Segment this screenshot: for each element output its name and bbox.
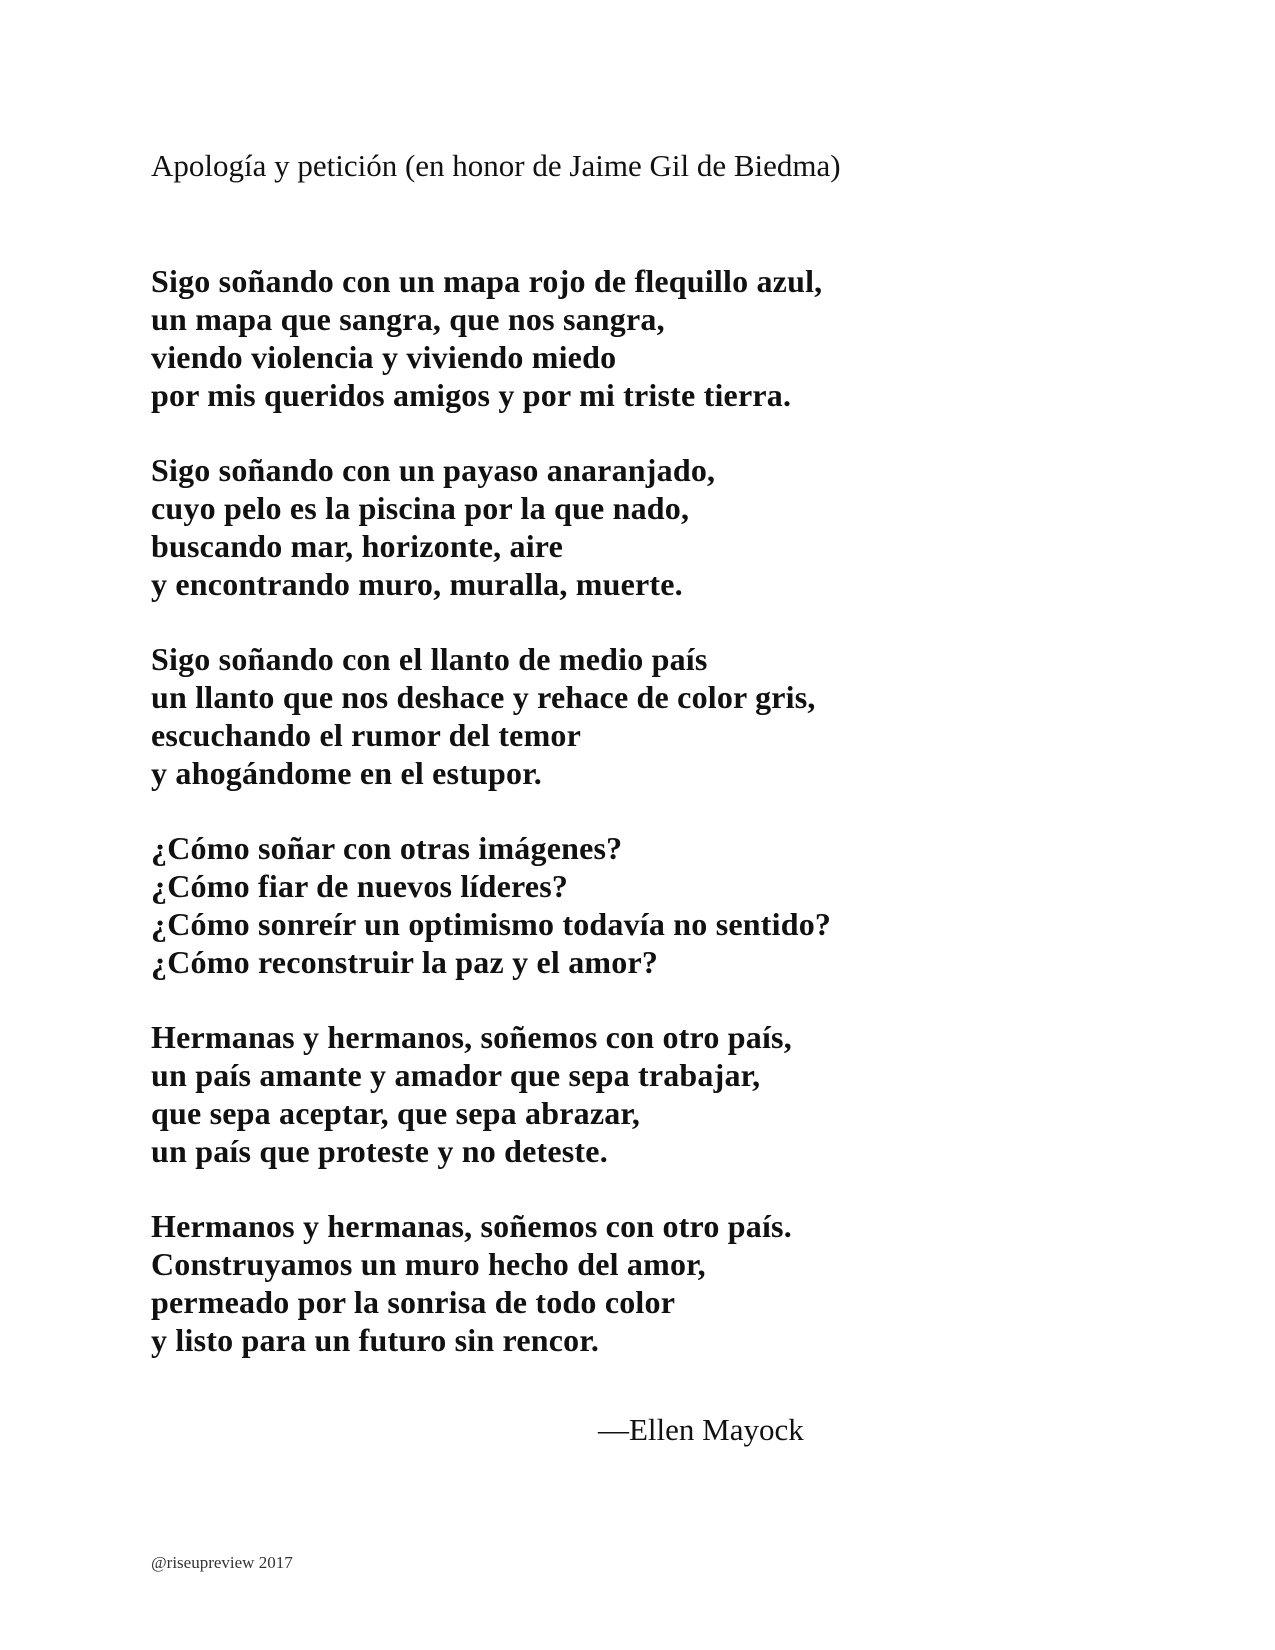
poem-line: un mapa que sangra, que nos sangra, (151, 301, 665, 337)
poem-title: Apología y petición (en honor de Jaime Gil de Biedma) (151, 148, 841, 183)
stanza (151, 451, 1201, 603)
poem-line: y encontrando muro, muralla, muerte. (151, 566, 683, 602)
stanza (151, 1207, 1201, 1359)
poem-line: por mis queridos amigos y por mi triste tierra. (151, 377, 792, 413)
copyright-footer: @riseupreview 2017 (151, 1553, 293, 1572)
poem-line: ¿Cómo soñar con otras imágenes? (151, 830, 623, 866)
poem-line: Sigo soñando con un mapa rojo de flequillo azul, (151, 263, 823, 299)
poem-line: viendo violencia y viviendo miedo (151, 339, 617, 375)
poem-body (151, 262, 1201, 1396)
poem-line: Hermanos y hermanas, soñemos con otro país. (151, 1208, 792, 1244)
poem-line: un país amante y amador que sepa trabajar, (151, 1057, 761, 1093)
poem-line: Construyamos un muro hecho del amor, (151, 1246, 706, 1282)
poem-line: Hermanas y hermanos, soñemos con otro país, (151, 1019, 792, 1055)
poem-line: cuyo pelo es la piscina por la que nado, (151, 490, 690, 526)
poem-line: que sepa aceptar, que sepa abrazar, (151, 1095, 641, 1131)
poem-line: Sigo soñando con el llanto de medio país (151, 641, 708, 677)
poem-line: permeado por la sonrisa de todo color (151, 1284, 676, 1320)
poem-line: ¿Cómo sonreír un optimismo todavía no sentido? (151, 906, 832, 942)
stanza (151, 262, 1201, 414)
stanza (151, 640, 1201, 792)
poem-line: escuchando el rumor del temor (151, 717, 582, 753)
poem-line: y listo para un futuro sin rencor. (151, 1322, 600, 1358)
author-signature: —Ellen Mayock (598, 1412, 804, 1447)
stanza (151, 829, 1201, 981)
poem-line: un llanto que nos deshace y rehace de color gris, (151, 679, 816, 715)
poem-line: ¿Cómo reconstruir la paz y el amor? (151, 944, 659, 980)
poem-line: buscando mar, horizonte, aire (151, 528, 564, 564)
stanza (151, 1018, 1201, 1170)
poem-line: ¿Cómo fiar de nuevos líderes? (151, 868, 569, 904)
poem-line: y ahogándome en el estupor. (151, 755, 542, 791)
poem-line: Sigo soñando con un payaso anaranjado, (151, 452, 716, 488)
poem-line: un país que proteste y no deteste. (151, 1133, 608, 1169)
